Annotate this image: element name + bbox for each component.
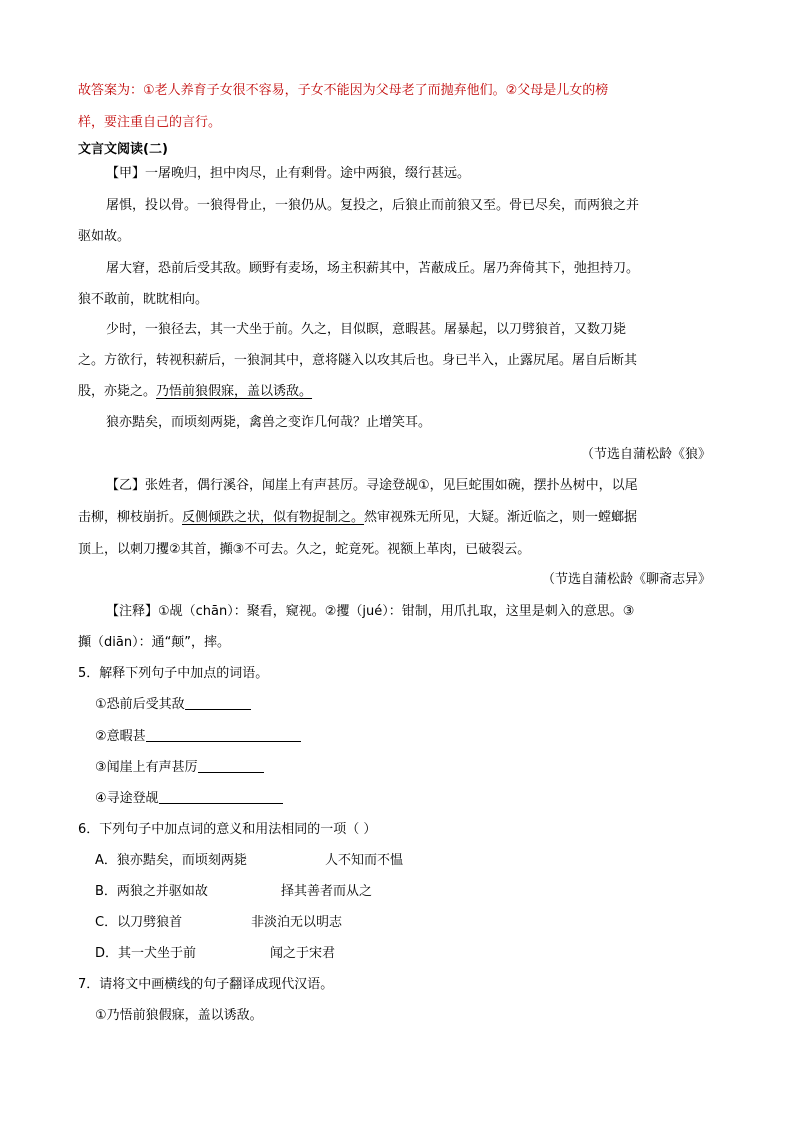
jia-paragraph-3-line-1: 屠大窘，恐前后受其敌。顾野有麦场，场主积薪其中，苫蔽成丘。屠乃奔倚其下，弛担持刀。	[106, 261, 640, 276]
notes-line-1: 【注释】①觇（chān）：聚看，窥视。②攫（jué）：钳制，用爪扎取，这里是刺入的意思。③	[106, 604, 635, 619]
question-5-stem: 5．解释下列句子中加点的词语。	[78, 666, 269, 681]
question-5-item-3: ③闻崖上有声甚厉	[95, 758, 733, 778]
jia-paragraph-2-line-1: 屠惧，投以骨。一狼得骨止，一狼仍从。复投之，后狼止而前狼又至。骨已尽矣，而两狼之并	[106, 198, 640, 213]
yi-line-2	[78, 508, 733, 528]
yi-text-pre: 击柳，柳枝崩折。	[78, 510, 183, 525]
question-6-option-d[interactable]: D．其一犬坐于前 闻之于宋君	[95, 946, 336, 961]
answer-line-2: 样，要注重自己的言行。	[78, 115, 222, 130]
question-5-item-1: ①恐前后受其敌	[95, 695, 733, 715]
answer-line-1: 故答案为：①老人养育子女很不容易，子女不能因为父母老了而抛弃他们。②父母是儿女的榜	[78, 83, 609, 98]
question-7-item-1: ①乃悟前狼假寐，盖以诱敌。	[95, 1008, 263, 1023]
underlined-sentence-1: 乃悟前狼假寐，盖以诱敌。	[156, 384, 313, 399]
yi-text-post: 然审视殊无所见，大疑。渐近临之，则一螳螂据	[364, 510, 638, 525]
jia-text: 股，亦毙之。	[78, 384, 157, 399]
answer-blank[interactable]	[159, 789, 283, 804]
yi-line-1: 【乙】张姓者，偶行溪谷，闻崖上有声甚厉。寻途登觇①，见巨蛇围如碗，摆扑丛树中，以尾	[106, 478, 638, 493]
question-5-item-2: ②意暇甚	[95, 727, 733, 747]
question-6-option-c[interactable]: C．以刀劈狼首 非淡泊无以明志	[95, 915, 343, 930]
question-6-option-a[interactable]: A．狼亦黠矣，而顷刻两毙 人不知而不愠	[95, 853, 404, 868]
section-title: 文言文阅读(二)	[78, 142, 168, 157]
jia-source: （节选自蒲松龄《狼》	[580, 447, 711, 462]
jia-paragraph-4-line-2: 之。方欲行，转视积薪后，一狼洞其中，意将隧入以攻其后也。身已半入，止露尻尾。屠自后断其	[78, 353, 638, 368]
jia-paragraph-3-line-2: 狼不敢前，眈眈相向。	[78, 292, 209, 307]
question-5-item-4: ④寻途登觇	[95, 789, 733, 809]
notes-line-2: 攧（diān）：通“颠”，摔。	[78, 635, 231, 650]
jia-paragraph-1: 【甲】一屠晚归，担中肉尽，止有剩骨。途中两狼，缀行甚远。	[106, 166, 471, 181]
jia-paragraph-2-line-2: 驱如故。	[78, 229, 131, 244]
answer-blank[interactable]	[198, 758, 264, 773]
answer-blank[interactable]	[146, 727, 301, 742]
question-6-stem: 6．下列句子中加点词的意义和用法相同的一项（ ）	[78, 822, 377, 837]
yi-line-3: 顶上，以刺刀攫②其首，攧③不可去。久之，蛇竟死。视额上革肉，已破裂云。	[78, 542, 531, 557]
yi-source: （节选自蒲松龄《聊斋志异》	[541, 572, 711, 587]
question-7-stem: 7．请将文中画横线的句子翻译成现代汉语。	[78, 977, 334, 992]
jia-paragraph-4-line-3	[78, 382, 733, 402]
underlined-sentence-2: 反侧倾跌之状，似有物捉制之。	[182, 510, 365, 525]
jia-paragraph-4-line-1: 少时，一狼径去，其一犬坐于前。久之，目似瞑，意暇甚。屠暴起，以刀劈狼首，又数刀毙	[106, 322, 627, 337]
question-6-option-b[interactable]: B．两狼之并驱如故 择其善者而从之	[95, 884, 373, 899]
answer-blank[interactable]	[185, 695, 251, 710]
jia-paragraph-5: 狼亦黠矣，而顷刻两毙，禽兽之变诈几何哉？止增笑耳。	[106, 415, 432, 430]
